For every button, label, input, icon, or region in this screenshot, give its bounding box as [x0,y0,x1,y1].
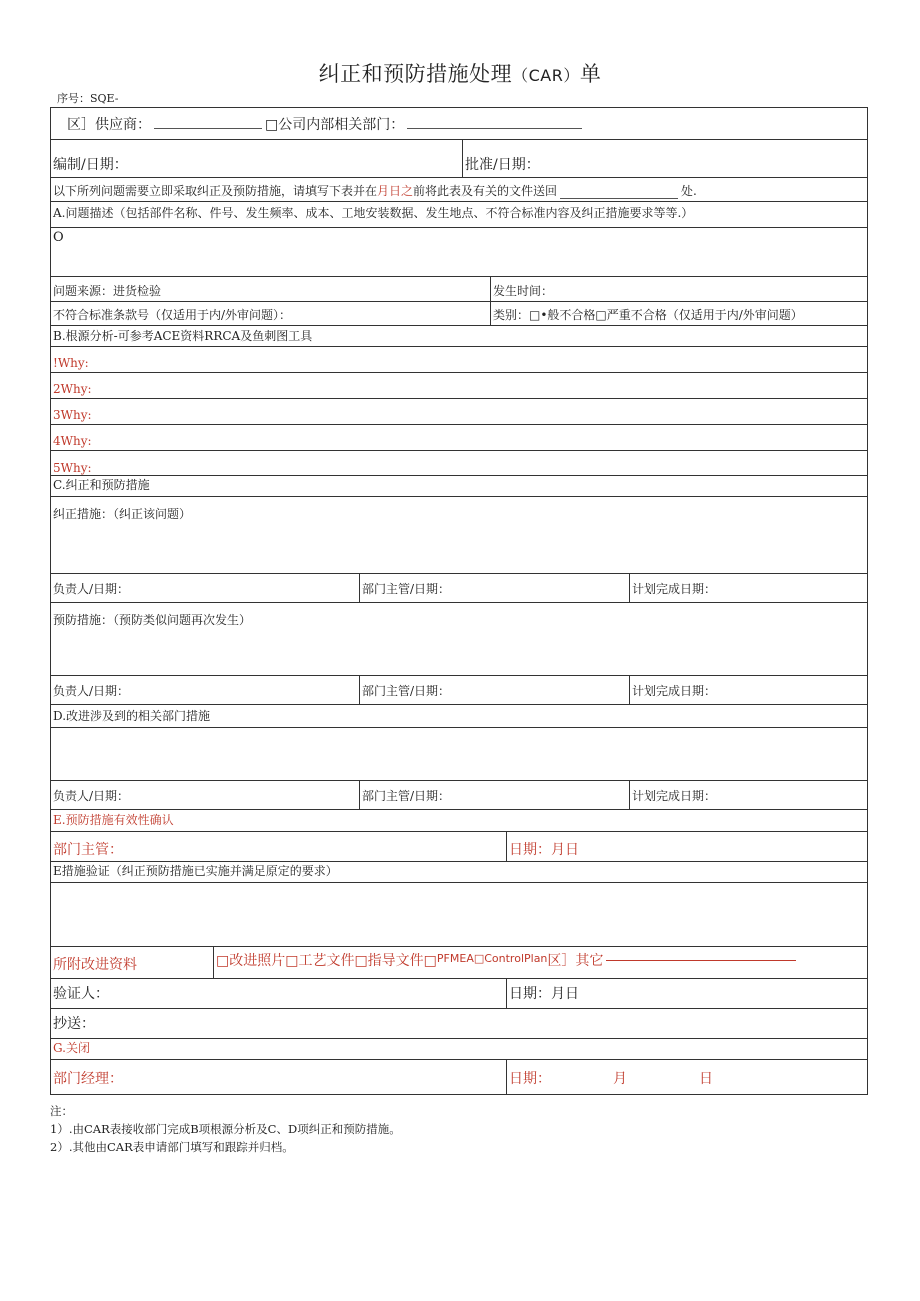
section-e-title: E.预防措施有效性确认 [53,813,174,827]
problem-source[interactable]: 问题来源：进货检验 [53,284,162,298]
return-to-field[interactable] [560,188,678,199]
section-e-header [51,810,867,832]
cc-row [51,1009,867,1039]
manager-date-field[interactable]: 部门主管/日期： [359,574,629,602]
preventive-action-label[interactable]: 预防措施：（预防类似问题再次发生） [53,613,252,627]
section-g-header [51,1039,867,1060]
section-d-content[interactable] [51,728,867,781]
serial-number: 序号：SQE- [57,92,119,105]
corrective-action[interactable] [51,497,867,574]
prepare-approve-row [51,140,867,178]
close-month: 月 [613,1071,627,1087]
section-c-title: C.纠正和预防措施 [53,478,150,492]
effectiveness-manager[interactable]: 部门主管： [53,842,123,858]
title-code: （CAR） [512,66,580,85]
why-row[interactable] [51,373,867,399]
owner-date-field[interactable]: 负责人/日期： [53,684,130,698]
clause-number[interactable]: 不符合标准条款号（仅适用于内/外审问题）： [53,308,292,322]
manager-date-field[interactable]: 部门主管/日期： [359,781,629,809]
instruction-text-end: 处. [681,184,697,198]
section-a-header [51,202,867,228]
section-b-title: B.根源分析-可参考ACE资料RRCA及鱼刺图工具 [53,329,313,343]
problem-description[interactable]: O [53,230,64,245]
plan-date-field[interactable]: 计划完成日期： [629,781,867,809]
note-item: 1）.由CAR表接收部门完成B项根源分析及C、D项纠正和预防措施。 [50,1122,401,1136]
effectiveness-date[interactable]: 日期：月日 [506,832,867,861]
supplier-field[interactable] [154,118,262,129]
page-title [0,58,920,88]
why-row[interactable] [51,451,867,476]
attachment-other-field[interactable] [606,950,796,961]
title-suffix: 单 [579,62,602,86]
verifier-row [51,979,867,1009]
plan-date-field[interactable]: 计划完成日期： [629,676,867,704]
why-1[interactable]: !Why: [53,356,89,370]
close-row [51,1060,867,1094]
instruction-text-1: 以下所列问题需要立即采取纠正及预防措施，请填写下表并在 [53,184,378,198]
verifier-date[interactable]: 日期：月日 [506,979,867,1008]
verifier-field[interactable]: 验证人： [53,986,109,1002]
corrective-action-label[interactable]: 纠正措施：（纠正该问题） [53,507,192,521]
why-4[interactable]: 4Why: [53,434,92,448]
why-5[interactable]: 5Why: [53,461,92,475]
corrective-sign-row [51,574,867,603]
prepared-by-field[interactable]: 编制/日期： [53,157,128,173]
section-d-header [51,705,867,728]
verify-content[interactable] [51,883,867,947]
source-row [51,277,867,302]
verify-input[interactable] [51,883,867,946]
close-manager[interactable]: 部门经理： [53,1071,123,1087]
section-a-content[interactable] [51,228,867,277]
why-2[interactable]: 2Why: [53,382,92,396]
occurrence-time[interactable]: 发生时间： [490,277,867,301]
clause-row [51,302,867,326]
why-row[interactable] [51,347,867,373]
section-a-title: A.问题描述（包括部件名称、件号、发生频率、成本、工地安装数据、发生地点、不符合标准内容及纠正措施要求等等.） [53,206,694,220]
preventive-action[interactable] [51,603,867,676]
car-form [50,107,868,1095]
section-c-header [51,476,867,497]
plan-date-field[interactable]: 计划完成日期： [629,574,867,602]
supplier-checkbox-label[interactable]: 区］供应商： [67,116,151,133]
verify-title: E措施验证（纠正预防措施已实施并满足原定的要求） [53,864,338,878]
instruction-text-2: 前将此表及有关的文件送回 [413,184,558,198]
owner-date-field[interactable]: 负责人/日期： [53,789,130,803]
why-3[interactable]: 3Why: [53,408,92,422]
title-main: 纠正和预防措施处理 [318,62,513,86]
instruction-date: 月日之 [377,184,414,198]
internal-dept-checkbox-label[interactable]: □公司内部相关部门： [265,116,405,133]
close-date-label: 日期： [509,1071,551,1087]
approved-by-field[interactable]: 批准/日期： [462,140,867,177]
notes [50,1102,401,1156]
owner-date-field[interactable]: 负责人/日期： [53,582,130,596]
why-row[interactable] [51,425,867,451]
effectiveness-row [51,832,867,862]
why-row[interactable] [51,399,867,425]
notes-header: 注： [50,1104,73,1118]
nonconformity-category[interactable]: 类别：□•般不合格□严重不合格（仅适用于内/外审问题） [490,302,867,325]
attachment-other[interactable]: 区］其它 [547,953,604,969]
supplier-row [51,108,867,140]
section-g-title: G.关闭 [53,1041,90,1055]
section-b-header [51,326,867,347]
close-day: 日 [699,1071,713,1087]
section-d-title: D.改进涉及到的相关部门措施 [53,709,211,723]
close-date[interactable] [506,1060,867,1094]
section-d-input[interactable] [51,728,867,780]
attachments-row [51,947,867,979]
manager-date-field[interactable]: 部门主管/日期： [359,676,629,704]
attachment-pfmea[interactable]: PFMEA□ControlPlan [436,952,548,965]
verify-header [51,862,867,883]
attachment-options[interactable]: □改进照片□工艺文件□指导文件□ [216,953,437,969]
cc-field[interactable]: 抄送： [53,1016,95,1032]
attachments-label: 所附改进资料 [53,957,137,973]
dept-sign-row [51,781,867,810]
instruction-row [51,178,867,202]
note-item: 2）.其他由CAR表申请部门填写和跟踪并归档。 [50,1140,294,1154]
preventive-sign-row [51,676,867,705]
internal-dept-field[interactable] [407,118,582,129]
